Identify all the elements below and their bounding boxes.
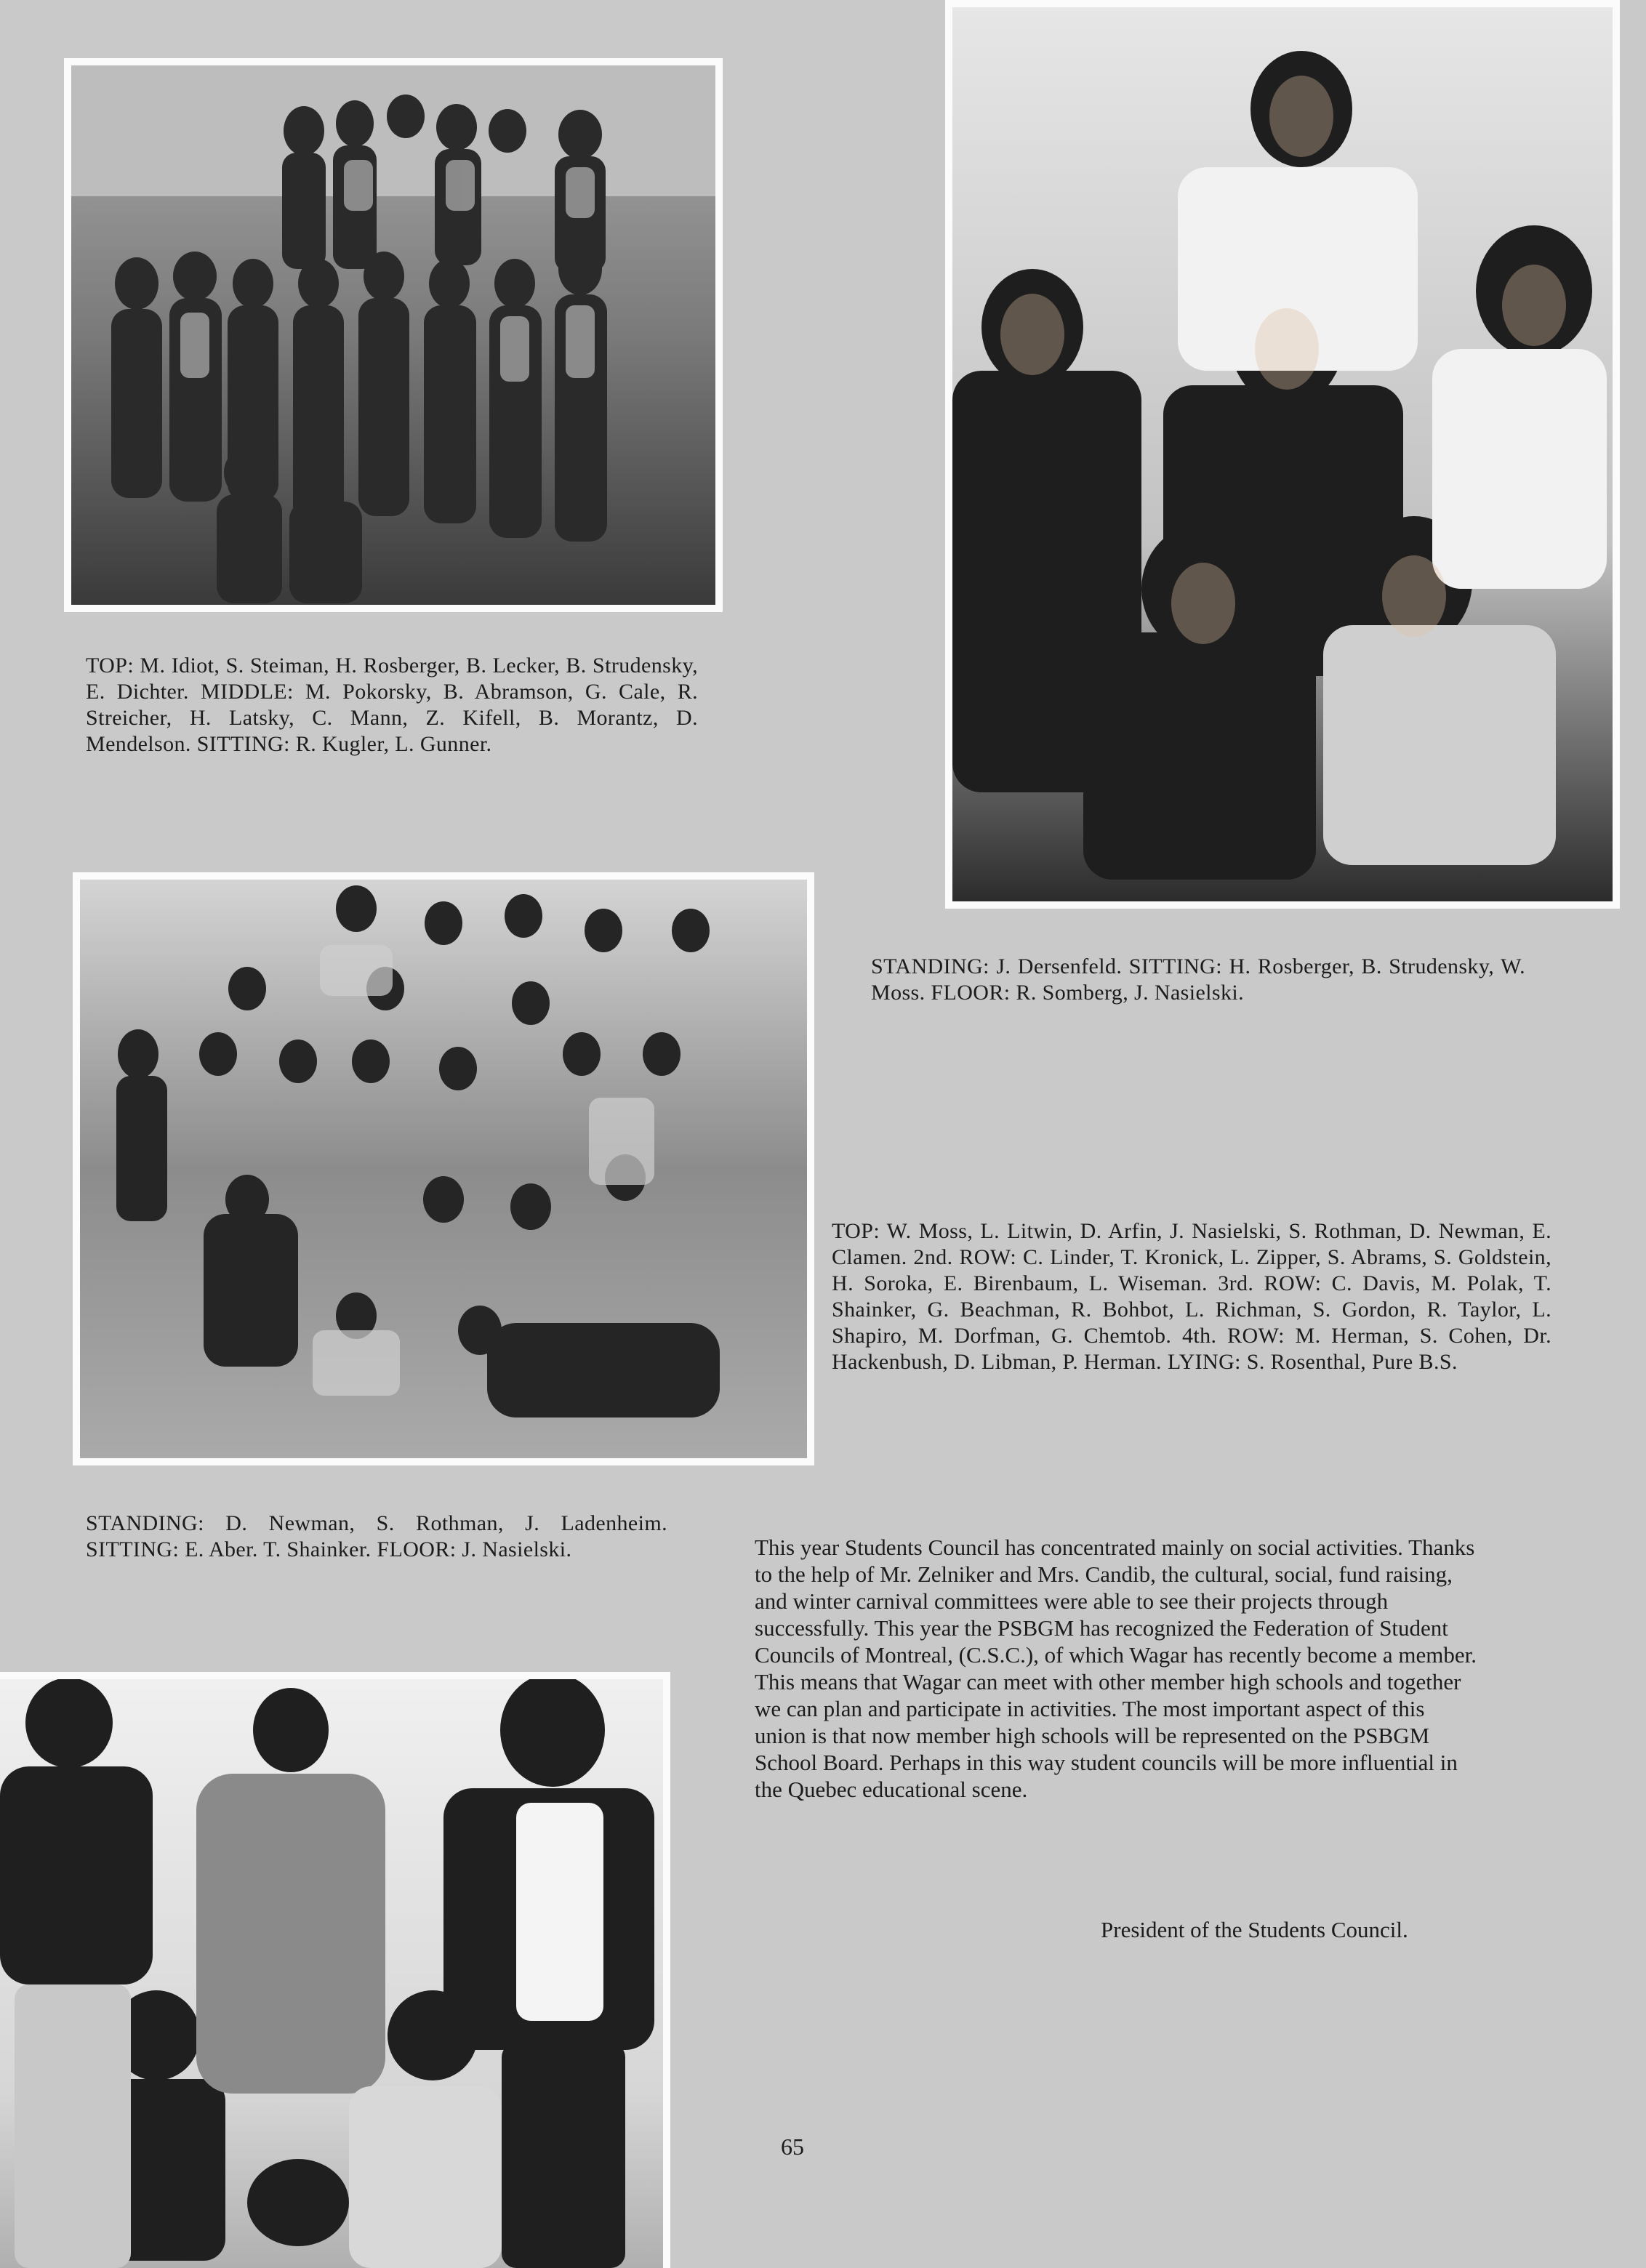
page-number: 65 — [781, 2134, 804, 2160]
group-photo-middle — [73, 872, 814, 1465]
group-photo-bottom-left — [0, 1672, 670, 2268]
group-photo-top-right — [945, 0, 1620, 909]
caption-photo-top-left: TOP: M. Idiot, S. Steiman, H. Rosberger, B. Lecker, B. Strudensky, E. Dichter. MIDDLE: M. Pokorsky, B. Abramson, G. Cale, R. Streicher, H. Latsky, C. Mann, Z. Kifell, B. Morantz, D. Mendelson. SITTING: R. Kugler, L. Gunner. — [86, 654, 698, 756]
caption-photo-bottom: STANDING: D. Newman, S. Rothman, J. Ladenheim. SITTING: E. Aber. T. Shainker. FLOOR: J. Nasielski. — [86, 1511, 667, 1561]
caption-photo-top-right: STANDING: J. Dersenfeld. SITTING: H. Rosberger, B. Strudensky, W. Moss. FLOOR: R. Somberg, J. Nasielski. — [871, 954, 1525, 1005]
council-president-signature: President of the Students Council. — [1101, 1917, 1408, 1942]
caption-photo-middle: TOP: W. Moss, L. Litwin, D. Arfin, J. Nasielski, S. Rothman, D. Newman, E. Clamen. 2nd. ROW: C. Linder, T. Kronick, L. Zipper, S. Abrams, S. Goldstein, H. Soroka, E. Birenbaum, L. Wiseman. 3rd. ROW: C. Davis, M. Polak, T. Shainker, G. Beachman, R. Bohbot, L. Richman, S. Gordon, R. Taylor, L. Shapiro, M. Dorfman, G. Chemtob. 4th. ROW: M. Herman, S. Cohen, Dr. Hackenbush, D. Libman, P. Herman. LYING: S. Rosenthal, Pure B.S. — [832, 1219, 1551, 1374]
group-photo-top-left — [64, 58, 723, 612]
council-message: This year Students Council has concentrated mainly on social activities. Thanks to the help of Mr. Zelniker and Mrs. Candib, the cultural, social, fund raising, and winter carnival committees were able to see their projects through successfully. This year the PSBGM has recognized the Federation of Student Councils of Montreal, (C.S.C.), of which Wagar has recently become a member. This means that Wagar can meet with other member high schools and together we can plan and participate in activities. The most important aspect of this union is that now member high schools will be represented on the PSBGM School Board. Perhaps in this way student councils will be more influential in the Quebec educational scene. — [755, 1535, 1477, 1802]
